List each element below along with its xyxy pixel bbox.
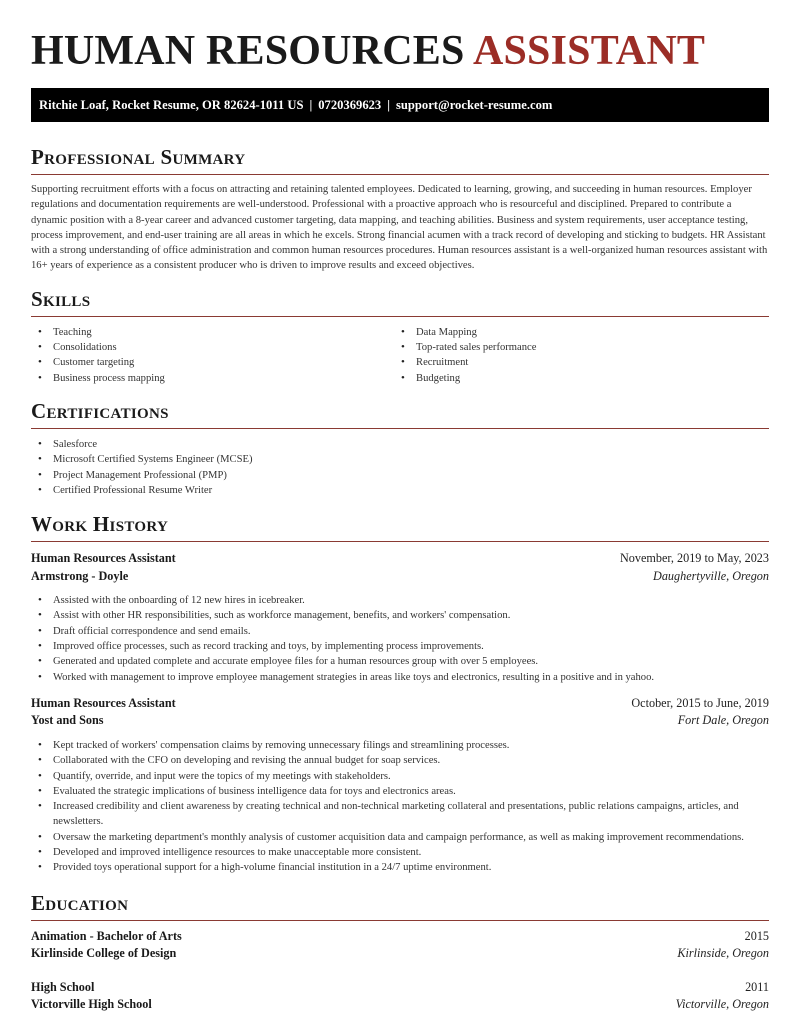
resume-title (31, 0, 769, 75)
education-subheader (31, 945, 769, 963)
education-degree: Animation - Bachelor of Arts (31, 928, 182, 943)
contact-address: Ritchie Loaf, Rocket Resume, OR 82624-1011 US (39, 98, 304, 112)
education-entry (31, 928, 769, 963)
education-header (31, 979, 769, 997)
job-duties-list (31, 738, 769, 876)
job-duty-item: • Collaborated with the CFO on developing and revising the annual budget for soap services. (31, 753, 769, 768)
education-heading: Education (31, 890, 129, 915)
skill-item: • Customer targeting (31, 355, 394, 370)
skill-item: • Top-rated sales performance (394, 340, 757, 355)
skills-list-right (394, 325, 757, 386)
skills-grid (31, 325, 769, 386)
job-duty-item: • Quantify, override, and input were the topics of my meetings with stakeholders. (31, 769, 769, 784)
title-main: HUMAN RESOURCES (31, 28, 465, 74)
contact-separator: | (387, 98, 390, 112)
work-history-heading: Work History (31, 512, 169, 537)
job-subheader (31, 712, 769, 730)
job-subheader (31, 568, 769, 586)
job-location: Daughertyville, Oregon (653, 568, 769, 583)
skill-item: • Consolidations (31, 340, 394, 355)
education-subheader (31, 996, 769, 1014)
work-history-section (31, 511, 769, 875)
skills-section (31, 286, 769, 386)
job-duty-item: • Evaluated the strategic implications of business intelligence data for toys and electronics areas. (31, 784, 769, 799)
certifications-list (31, 437, 769, 498)
job-duty-item: • Worked with management to improve employee management strategies in areas like toys and electronics, resulting in a positive and in yahoo. (31, 670, 769, 685)
education-location: Victorville, Oregon (675, 997, 769, 1012)
job-duty-item: • Assist with other HR responsibilities, such as workforce management, benefits, and workers' compensation. (31, 608, 769, 623)
education-degree: High School (31, 979, 95, 994)
certification-item: • Project Management Professional (PMP) (31, 468, 769, 483)
contact-separator: | (309, 98, 313, 112)
job-duty-item: • Improved office processes, such as record tracking and toys, by implementing process improvements. (31, 639, 769, 654)
job-duties-list (31, 593, 769, 685)
job-duty-item: • Assisted with the onboarding of 12 new hires in icebreaker. (31, 593, 769, 608)
summary-heading: Professional Summary (31, 145, 246, 169)
education-school: Kirlinside College of Design (31, 946, 177, 961)
job-dates: October, 2015 to June, 2019 (631, 695, 769, 710)
section-divider (31, 316, 769, 317)
job-title: Human Resources Assistant (31, 695, 176, 710)
section-divider (31, 541, 769, 542)
skills-list-left (31, 325, 394, 386)
certification-item: • Microsoft Certified Systems Engineer (MCSE) (31, 452, 769, 467)
section-divider (31, 174, 769, 175)
title-accent: ASSISTANT (472, 28, 706, 74)
certifications-section (31, 398, 769, 498)
education-year: 2015 (744, 928, 769, 943)
education-section (31, 890, 769, 1014)
job-location: Fort Dale, Oregon (677, 713, 769, 728)
job-duty-item: • Generated and updated complete and accurate employee files for a human resources group with over 5 employees. (31, 654, 769, 669)
skill-item: • Budgeting (394, 371, 757, 386)
summary-text: Supporting recruitment efforts with a focus on attracting and retaining talented employees. Dedicated to learning, growing, and succeeding in human resources. Employer regulations and documentation requirements are well-understood. Professional with a proactive approach who is resourceful and disciplined. Prepared to contribute a dynamic position with a 8-year career and advanced customer targeting, data mapping, and teaching abilities. Business and system requirements, user acceptance testing, process improvement, and end-user training are all areas in which he excels. Strong financial acumen with a track record of developing and sticking to budgets. HR Assistant with a strong understanding of office administration and common human resources procedures. Human resources assistant is a well-organized human resources assistant with 16+ years of experience as a consistent producer who is driven to improve results and exceed objectives. (31, 184, 768, 272)
job-header (31, 695, 769, 713)
job-company: Armstrong - Doyle (31, 568, 129, 583)
education-location: Kirlinside, Oregon (677, 946, 769, 961)
skill-item: • Recruitment (394, 355, 757, 370)
job-title: Human Resources Assistant (31, 551, 176, 566)
job-duty-item: • Developed and improved intelligence resources to make unacceptable more consistent. (31, 845, 769, 860)
resume-page (31, 0, 769, 1014)
job-duty-item: • Draft official correspondence and send emails. (31, 624, 769, 639)
job-entry (31, 695, 769, 876)
job-dates: November, 2019 to May, 2023 (619, 551, 769, 566)
contact-bar (31, 88, 769, 122)
education-header (31, 928, 769, 946)
certifications-heading: Certifications (31, 398, 169, 423)
education-entry (31, 979, 769, 1014)
job-duty-item: • Oversaw the marketing department's monthly analysis of customer acquisition data and campaign performance, as well as making improvement recommendations. (31, 830, 769, 845)
skill-item: • Teaching (31, 325, 394, 340)
education-school: Victorville High School (31, 997, 152, 1012)
section-divider (31, 428, 769, 429)
section-divider (31, 920, 769, 921)
job-company: Yost and Sons (31, 713, 104, 728)
contact-phone[interactable]: 0720369623 (318, 98, 382, 112)
skill-item: • Data Mapping (394, 325, 757, 340)
job-entry (31, 550, 769, 685)
job-header (31, 550, 769, 568)
education-year: 2011 (745, 979, 769, 994)
job-duty-item: • Kept tracked of workers' compensation claims by removing unnecessary filings and streamlining processes. (31, 738, 769, 753)
job-duty-item: • Increased credibility and client awareness by creating technical and non-technical marketing collateral and presentations, public relations campaigns, articles, and newsletters. (31, 799, 769, 830)
contact-email[interactable]: support@rocket-resume.com (395, 98, 553, 112)
skills-heading: Skills (31, 286, 91, 311)
job-duty-item: • Provided toys operational support for a high-volume financial institution in a 24/7 uptime environment. (31, 860, 769, 875)
skill-item: • Business process mapping (31, 371, 394, 386)
summary-section (31, 144, 769, 274)
certification-item: • Salesforce (31, 437, 769, 452)
certification-item: • Certified Professional Resume Writer (31, 483, 769, 498)
